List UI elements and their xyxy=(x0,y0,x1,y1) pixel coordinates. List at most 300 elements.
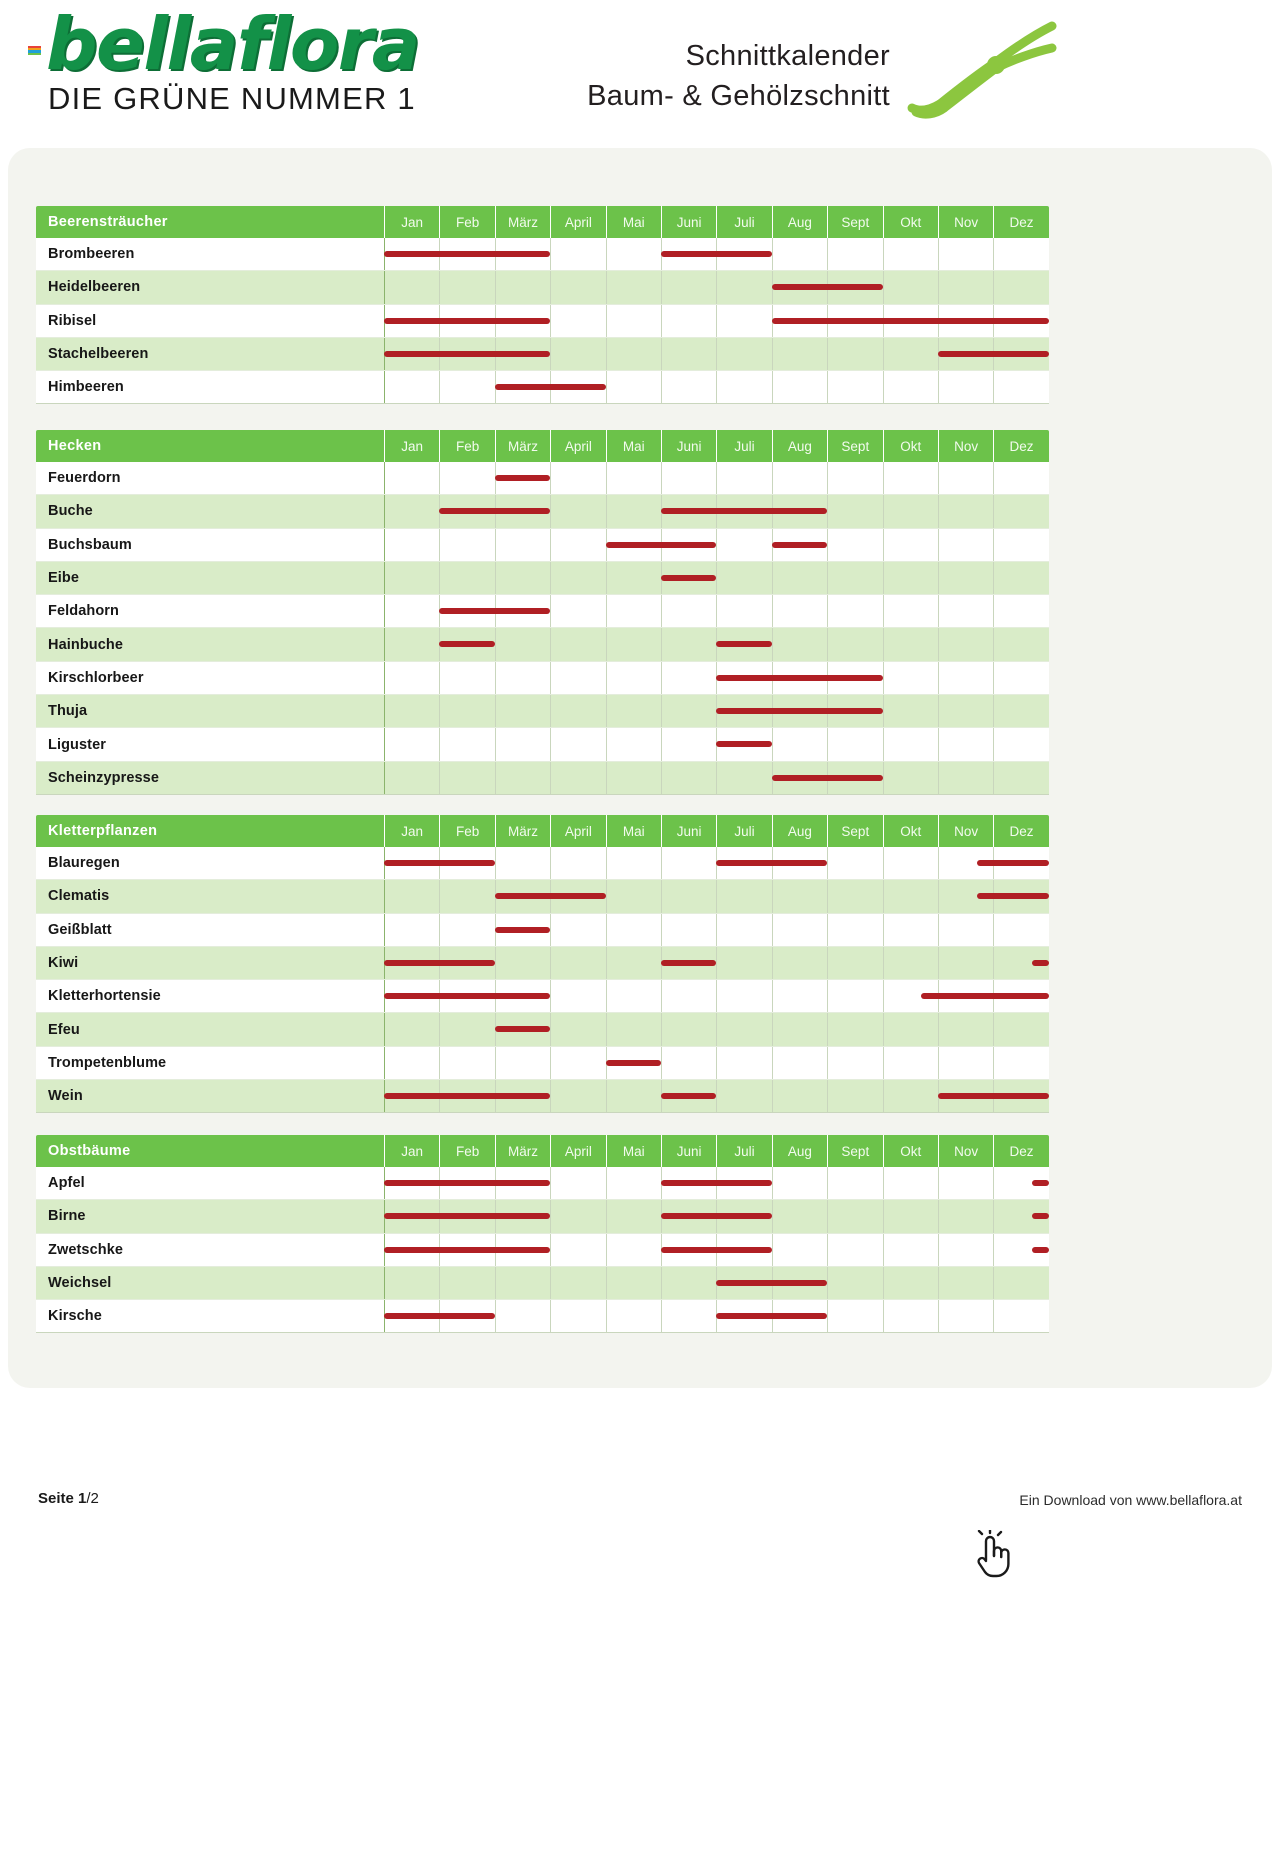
plant-name: Thuja xyxy=(48,703,88,720)
plant-name: Feldahorn xyxy=(48,603,119,620)
month-cell xyxy=(772,1047,827,1079)
month-column-header: Jan xyxy=(384,206,439,238)
month-column-header: Sept xyxy=(827,206,882,238)
month-cell xyxy=(938,662,993,694)
month-cell xyxy=(938,1300,993,1332)
month-column-header: Dez xyxy=(993,206,1048,238)
month-cell xyxy=(993,529,1048,561)
month-cell xyxy=(661,728,716,760)
month-cell xyxy=(661,1234,716,1266)
month-cell xyxy=(993,1013,1048,1045)
plant-name: Buchsbaum xyxy=(48,536,132,553)
month-cell xyxy=(606,1200,661,1232)
month-cell xyxy=(439,271,494,303)
brand-tagline: DIE GRÜNE NUMMER 1 xyxy=(48,81,416,116)
month-column-header: Feb xyxy=(439,815,494,847)
month-cell xyxy=(661,914,716,946)
month-cell xyxy=(827,695,882,727)
month-cell xyxy=(384,238,439,270)
month-grid xyxy=(384,338,1049,370)
table-category-title: Beerensträucher xyxy=(48,214,168,230)
month-cell xyxy=(384,1080,439,1112)
month-cell xyxy=(384,338,439,370)
month-column-header: März xyxy=(495,430,550,462)
month-cell xyxy=(550,462,605,494)
month-cell xyxy=(550,662,605,694)
month-cell xyxy=(439,628,494,660)
month-cell xyxy=(772,762,827,794)
month-cell xyxy=(883,880,938,912)
month-cell xyxy=(606,728,661,760)
month-cell xyxy=(883,1300,938,1332)
month-cell xyxy=(439,662,494,694)
month-cell xyxy=(827,662,882,694)
month-cell xyxy=(993,1167,1048,1199)
month-cell xyxy=(993,1200,1048,1232)
month-grid xyxy=(384,305,1049,337)
month-cell xyxy=(993,728,1048,760)
month-cell xyxy=(827,914,882,946)
month-cell xyxy=(716,271,771,303)
month-column-header: Juni xyxy=(661,815,716,847)
month-grid xyxy=(384,1013,1049,1045)
month-cell xyxy=(938,947,993,979)
table-row xyxy=(36,462,1049,495)
month-column-header: Sept xyxy=(827,430,882,462)
month-cell xyxy=(495,947,550,979)
month-cell xyxy=(772,271,827,303)
month-column-header: Juni xyxy=(661,206,716,238)
month-grid xyxy=(384,595,1049,627)
month-cell xyxy=(661,305,716,337)
month-cell xyxy=(384,914,439,946)
month-cell xyxy=(439,1234,494,1266)
month-cell xyxy=(550,495,605,527)
month-cell xyxy=(716,662,771,694)
month-column-header: Okt xyxy=(883,206,938,238)
month-cell xyxy=(716,338,771,370)
month-cell xyxy=(883,462,938,494)
month-grid xyxy=(384,1080,1049,1112)
page-number-bold: Seite 1 xyxy=(38,1490,87,1507)
plant-name: Himbeeren xyxy=(48,379,124,396)
month-cell xyxy=(772,947,827,979)
month-cell xyxy=(661,1167,716,1199)
month-cell xyxy=(827,980,882,1012)
month-cell xyxy=(384,1167,439,1199)
plant-name: Apfel xyxy=(48,1175,85,1192)
table-category-title: Obstbäume xyxy=(48,1143,131,1159)
month-cell xyxy=(495,847,550,879)
month-cell xyxy=(661,562,716,594)
plant-name: Liguster xyxy=(48,736,106,753)
month-column-header: Aug xyxy=(772,430,827,462)
page-title-line1: Schnittkalender xyxy=(685,40,890,72)
month-cell xyxy=(716,914,771,946)
table-row xyxy=(36,338,1049,371)
month-cell xyxy=(495,980,550,1012)
month-cell xyxy=(606,371,661,403)
month-cell xyxy=(716,371,771,403)
month-cell xyxy=(384,462,439,494)
month-cell xyxy=(938,980,993,1012)
month-cell xyxy=(993,1080,1048,1112)
month-column-header: März xyxy=(495,1135,550,1167)
month-cell xyxy=(883,529,938,561)
plant-name: Geißblatt xyxy=(48,921,112,938)
month-cell xyxy=(938,914,993,946)
month-cell xyxy=(550,238,605,270)
month-cell xyxy=(827,728,882,760)
month-cell xyxy=(883,1200,938,1232)
month-column-header: Mai xyxy=(606,1135,661,1167)
month-cell xyxy=(495,628,550,660)
month-cell xyxy=(606,238,661,270)
month-cell xyxy=(661,529,716,561)
month-cell xyxy=(384,1013,439,1045)
month-cell xyxy=(993,562,1048,594)
month-cell xyxy=(384,1047,439,1079)
month-column-header: April xyxy=(550,430,605,462)
month-cell xyxy=(993,947,1048,979)
month-cell xyxy=(439,495,494,527)
month-cell xyxy=(495,1300,550,1332)
table-category-title: Kletterpflanzen xyxy=(48,823,158,839)
table-row xyxy=(36,529,1049,562)
month-cell xyxy=(661,762,716,794)
month-grid xyxy=(384,1167,1049,1199)
month-cell xyxy=(550,914,605,946)
month-cell xyxy=(606,1013,661,1045)
month-cell xyxy=(384,371,439,403)
month-cell xyxy=(661,628,716,660)
month-cell xyxy=(384,628,439,660)
month-grid xyxy=(384,371,1049,403)
month-cell xyxy=(827,1047,882,1079)
month-column-header: Nov xyxy=(938,1135,993,1167)
plant-name: Kiwi xyxy=(48,955,79,972)
month-cell xyxy=(384,305,439,337)
month-cell xyxy=(495,695,550,727)
month-cell xyxy=(550,1234,605,1266)
page-title-line2: Baum- & Gehölzschnitt xyxy=(587,80,890,112)
month-cell xyxy=(495,762,550,794)
month-cell xyxy=(827,847,882,879)
month-cell xyxy=(439,562,494,594)
month-cell xyxy=(827,495,882,527)
month-cell xyxy=(993,1234,1048,1266)
month-cell xyxy=(883,305,938,337)
table-row xyxy=(36,1200,1049,1233)
calendar-table xyxy=(36,815,1049,1113)
month-cell xyxy=(661,1267,716,1299)
month-cell xyxy=(938,529,993,561)
month-grid xyxy=(384,914,1049,946)
month-cell xyxy=(384,1267,439,1299)
month-cell xyxy=(495,1200,550,1232)
month-cell xyxy=(938,238,993,270)
page-number xyxy=(38,1490,99,1507)
month-cell xyxy=(827,1167,882,1199)
month-cell xyxy=(827,562,882,594)
month-cell xyxy=(993,1047,1048,1079)
month-column-header: Okt xyxy=(883,430,938,462)
month-cell xyxy=(439,529,494,561)
month-cell xyxy=(827,529,882,561)
month-cell xyxy=(606,628,661,660)
calendar-table xyxy=(36,206,1049,404)
table-row xyxy=(36,1167,1049,1200)
month-cell xyxy=(993,847,1048,879)
month-cell xyxy=(550,762,605,794)
month-cell xyxy=(827,1300,882,1332)
plant-name: Scheinzypresse xyxy=(48,769,160,786)
month-cell xyxy=(661,1047,716,1079)
month-cell xyxy=(439,371,494,403)
plant-name: Brombeeren xyxy=(48,246,135,263)
month-cell xyxy=(827,595,882,627)
month-cell xyxy=(716,529,771,561)
month-cell xyxy=(384,880,439,912)
month-cell xyxy=(716,980,771,1012)
month-cell xyxy=(827,462,882,494)
month-cell xyxy=(938,1200,993,1232)
month-cell xyxy=(384,728,439,760)
calendar-table xyxy=(36,430,1049,795)
month-cell xyxy=(772,662,827,694)
month-cell xyxy=(883,695,938,727)
month-cell xyxy=(883,980,938,1012)
month-cell xyxy=(716,462,771,494)
month-cell xyxy=(883,371,938,403)
month-cell xyxy=(661,371,716,403)
month-cell xyxy=(883,1047,938,1079)
month-column-header: Juli xyxy=(716,206,771,238)
month-cell xyxy=(495,1080,550,1112)
pruning-shears-icon xyxy=(900,12,1060,127)
month-cell xyxy=(661,595,716,627)
table-header-row xyxy=(36,430,1049,462)
month-cell xyxy=(439,914,494,946)
month-cell xyxy=(883,847,938,879)
month-cell xyxy=(661,980,716,1012)
month-column-header: April xyxy=(550,206,605,238)
table-row xyxy=(36,238,1049,271)
month-cell xyxy=(661,1300,716,1332)
month-cell xyxy=(439,305,494,337)
month-grid xyxy=(384,947,1049,979)
table-category-title: Hecken xyxy=(48,438,102,454)
month-cell xyxy=(716,1234,771,1266)
month-grid xyxy=(384,238,1049,270)
month-cell xyxy=(550,880,605,912)
month-cell xyxy=(606,495,661,527)
plant-name: Blauregen xyxy=(48,855,120,872)
month-cell xyxy=(439,762,494,794)
table-header-row xyxy=(36,815,1049,847)
table-header-row xyxy=(36,206,1049,238)
month-cell xyxy=(606,880,661,912)
month-cell xyxy=(550,305,605,337)
month-cell xyxy=(439,847,494,879)
table-row xyxy=(36,695,1049,728)
month-cell xyxy=(827,762,882,794)
month-grid xyxy=(384,1234,1049,1266)
month-cell xyxy=(772,1080,827,1112)
hand-pointer-icon xyxy=(972,1530,1016,1583)
month-cell xyxy=(993,305,1048,337)
month-cell xyxy=(606,338,661,370)
month-grid xyxy=(384,1300,1049,1332)
table-row xyxy=(36,728,1049,761)
month-cell xyxy=(938,1047,993,1079)
month-cell xyxy=(883,595,938,627)
month-cell xyxy=(606,271,661,303)
month-cell xyxy=(827,371,882,403)
month-cell xyxy=(883,562,938,594)
month-cell xyxy=(883,495,938,527)
month-cell xyxy=(439,1167,494,1199)
month-cell xyxy=(938,628,993,660)
month-cell xyxy=(938,1013,993,1045)
month-grid xyxy=(384,1200,1049,1232)
month-cell xyxy=(993,238,1048,270)
month-cell xyxy=(495,595,550,627)
month-cell xyxy=(883,914,938,946)
month-cell xyxy=(993,271,1048,303)
table-row xyxy=(36,371,1049,404)
month-cell xyxy=(716,728,771,760)
plant-name: Birne xyxy=(48,1208,86,1225)
month-column-header: Feb xyxy=(439,430,494,462)
month-cell xyxy=(827,238,882,270)
month-cell xyxy=(772,305,827,337)
month-cell xyxy=(439,238,494,270)
month-cell xyxy=(606,305,661,337)
month-cell xyxy=(661,462,716,494)
plant-name: Zwetschke xyxy=(48,1241,124,1258)
month-cell xyxy=(993,338,1048,370)
month-column-header: Jan xyxy=(384,430,439,462)
brand-wordmark: bellaflora xyxy=(46,2,419,86)
plant-name: Hainbuche xyxy=(48,636,124,653)
month-cell xyxy=(938,847,993,879)
month-cell xyxy=(384,1234,439,1266)
month-cell xyxy=(883,762,938,794)
month-column-header: Mai xyxy=(606,430,661,462)
plant-name: Efeu xyxy=(48,1021,80,1038)
month-cell xyxy=(384,562,439,594)
month-cell xyxy=(938,462,993,494)
plant-name: Buche xyxy=(48,503,93,520)
month-column-header: Aug xyxy=(772,206,827,238)
month-cell xyxy=(495,662,550,694)
month-cell xyxy=(495,1013,550,1045)
page-number-rest: /2 xyxy=(86,1490,99,1507)
month-cell xyxy=(716,1013,771,1045)
table-row xyxy=(36,1267,1049,1300)
month-cell xyxy=(606,1167,661,1199)
month-column-header: Mai xyxy=(606,815,661,847)
month-cell xyxy=(883,628,938,660)
month-cell xyxy=(495,271,550,303)
month-column-header: Sept xyxy=(827,815,882,847)
month-cell xyxy=(772,495,827,527)
table-row xyxy=(36,762,1049,795)
month-cell xyxy=(550,338,605,370)
month-cell xyxy=(384,495,439,527)
month-cell xyxy=(606,595,661,627)
month-cell xyxy=(716,1167,771,1199)
month-cell xyxy=(550,1080,605,1112)
month-column-header: Juni xyxy=(661,1135,716,1167)
month-cell xyxy=(883,338,938,370)
month-cell xyxy=(384,1300,439,1332)
month-cell xyxy=(661,271,716,303)
table-row xyxy=(36,1080,1049,1113)
month-cell xyxy=(883,947,938,979)
month-cell xyxy=(827,1234,882,1266)
table-row xyxy=(36,595,1049,628)
month-cell xyxy=(938,1167,993,1199)
month-cell xyxy=(716,495,771,527)
month-cell xyxy=(661,847,716,879)
month-cell xyxy=(993,914,1048,946)
month-cell xyxy=(550,371,605,403)
table-row xyxy=(36,1013,1049,1046)
month-grid xyxy=(384,628,1049,660)
month-cell xyxy=(827,947,882,979)
month-cell xyxy=(384,695,439,727)
table-row xyxy=(36,947,1049,980)
month-cell xyxy=(384,847,439,879)
month-cell xyxy=(716,1047,771,1079)
month-cell xyxy=(606,1300,661,1332)
month-grid xyxy=(384,1047,1049,1079)
month-cell xyxy=(550,980,605,1012)
month-column-header: Dez xyxy=(993,1135,1048,1167)
plant-name: Kletterhortensie xyxy=(48,988,161,1005)
plant-name: Clematis xyxy=(48,888,110,905)
month-cell xyxy=(716,1267,771,1299)
month-cell xyxy=(439,728,494,760)
page-footer xyxy=(0,1490,1280,1560)
month-cell xyxy=(772,1300,827,1332)
month-cell xyxy=(439,595,494,627)
month-column-header: Aug xyxy=(772,815,827,847)
month-cell xyxy=(606,1267,661,1299)
month-cell xyxy=(716,562,771,594)
plant-name: Heidelbeeren xyxy=(48,279,141,296)
month-cell xyxy=(883,1013,938,1045)
table-row xyxy=(36,914,1049,947)
month-cell xyxy=(384,762,439,794)
month-cell xyxy=(772,847,827,879)
month-cell xyxy=(938,1080,993,1112)
month-cell xyxy=(827,628,882,660)
month-cell xyxy=(772,914,827,946)
month-cell xyxy=(495,728,550,760)
month-cell xyxy=(384,980,439,1012)
month-cell xyxy=(439,947,494,979)
month-cell xyxy=(772,980,827,1012)
month-cell xyxy=(661,1080,716,1112)
month-cell xyxy=(716,305,771,337)
month-cell xyxy=(827,1013,882,1045)
month-cell xyxy=(550,947,605,979)
month-cell xyxy=(495,238,550,270)
month-cell xyxy=(883,728,938,760)
